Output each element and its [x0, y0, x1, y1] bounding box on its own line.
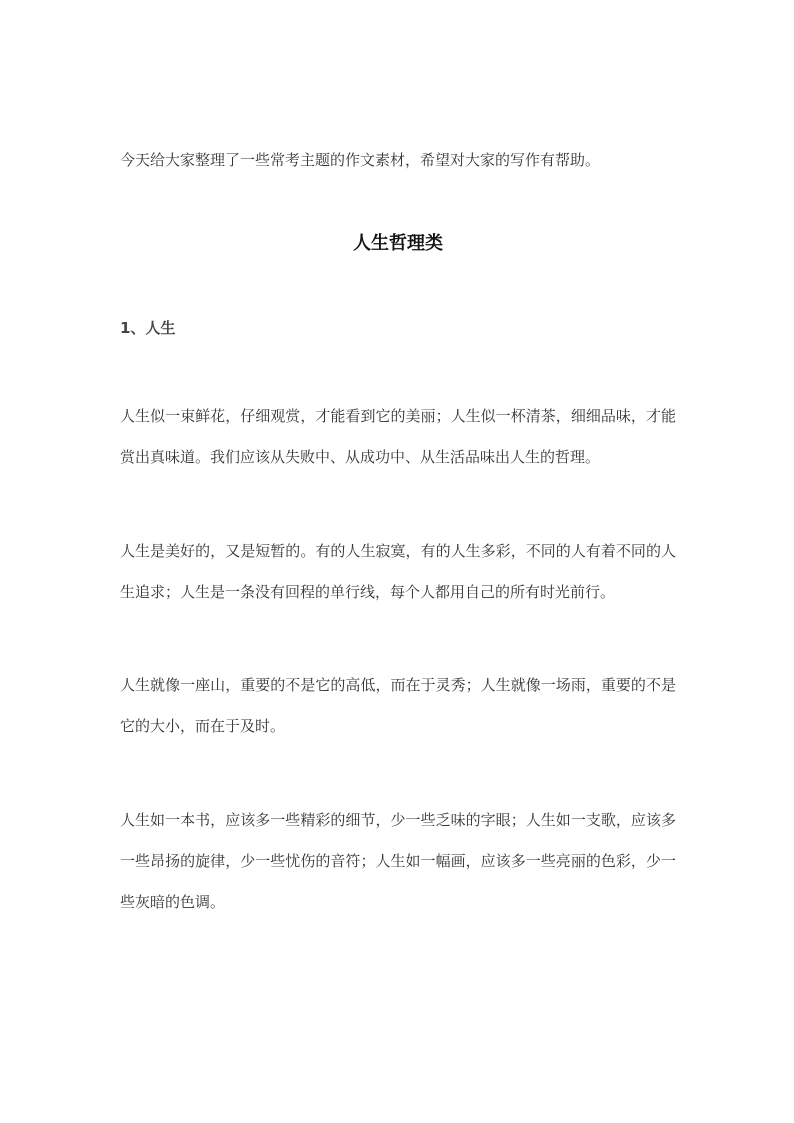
paragraph: 人生如一本书，应该多一些精彩的细节，少一些乏味的字眼；人生如一支歌，应该多一些昂扬的旋律，少一些忧伤的音符；人生如一幅画，应该多一些亮丽的色彩，少一些灰暗的色调。: [120, 810, 676, 912]
paragraph: 人生就像一座山，重要的不是它的高低，而在于灵秀；人生就像一场雨，重要的不是它的大小，而在于及时。: [120, 676, 676, 736]
paragraph: 人生似一束鲜花，仔细观赏，才能看到它的美丽；人生似一杯清茶，细细品味，才能赏出真味道。我们应该从失败中、从成功中、从生活品味出人生的哲理。: [120, 407, 676, 467]
document-body: [120, 144, 676, 924]
paragraph: 人生是美好的，又是短暂的。有的人生寂寞，有的人生多彩，不同的人有着不同的人生追求；人生是一条没有回程的单行线，每个人都用自己的所有时光前行。: [120, 541, 676, 601]
item-heading: 1、人生: [120, 319, 176, 337]
intro-text: 今天给大家整理了一些常考主题的作文素材，希望对大家的写作有帮助。: [120, 151, 601, 169]
section-title: 人生哲理类: [353, 233, 443, 254]
